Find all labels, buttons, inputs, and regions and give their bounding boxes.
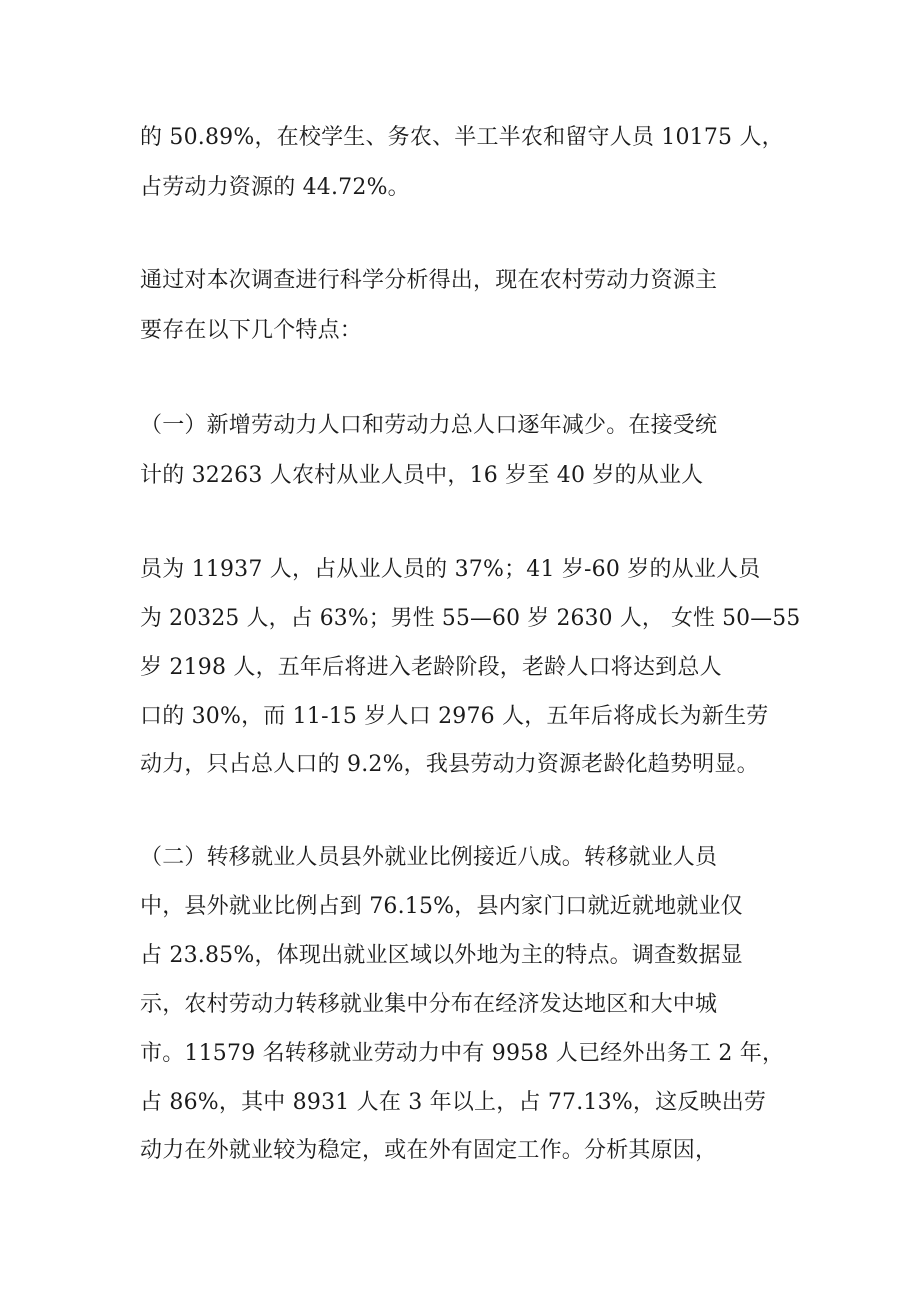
text-line: 占劳动力资源的 44.72%。 — [140, 175, 410, 200]
text-line: 动力在外就业较为稳定，或在外有固定工作。分析其原因， — [140, 1138, 718, 1163]
text-line: 为 20325 人，占 63%；男性 55—60 岁 2630 人， 女性 50—55 — [140, 606, 801, 631]
text-line: 岁 2198 人，五年后将进入老龄阶段，老龄人口将达到总人 — [140, 655, 722, 680]
text-line: 通过对本次调查进行科学分析得出，现在农村劳动力资源主 — [140, 268, 718, 293]
section-heading-line: （二）转移就业人员县外就业比例接近八成。转移就业人员 — [140, 845, 718, 870]
text-line: 动力，只占总人口的 9.2%，我县劳动力资源老龄化趋势明显。 — [140, 752, 759, 777]
text-line: 中，县外就业比例占到 76.15%，县内家门口就近就地就业仅 — [140, 894, 743, 919]
text-line: 示，农村劳动力转移就业集中分布在经济发达地区和大中城 — [140, 992, 718, 1017]
text-line: 员为 11937 人，占从业人员的 37%；41 岁-60 岁的从业人员 — [140, 557, 761, 582]
section-heading-line: （一）新增劳动力人口和劳动力总人口逐年减少。在接受统 — [140, 413, 718, 438]
text-line: 计的 32263 人农村从业人员中，16 岁至 40 岁的从业人 — [140, 463, 704, 488]
text-line: 占 23.85%，体现出就业区域以外地为主的特点。调查数据显 — [140, 943, 743, 968]
text-line: 市。11579 名转移就业劳动力中有 9958 人已经外出务工 2 年， — [140, 1041, 785, 1066]
text-line: 口的 30%，而 11-15 岁人口 2976 人，五年后将成长为新生劳 — [140, 704, 769, 729]
text-line: 占 86%，其中 8931 人在 3 年以上，占 77.13%，这反映出劳 — [140, 1090, 767, 1115]
text-line: 的 50.89%，在校学生、务农、半工半农和留守人员 10175 人， — [140, 125, 784, 150]
text-line: 要存在以下几个特点： — [140, 318, 363, 343]
